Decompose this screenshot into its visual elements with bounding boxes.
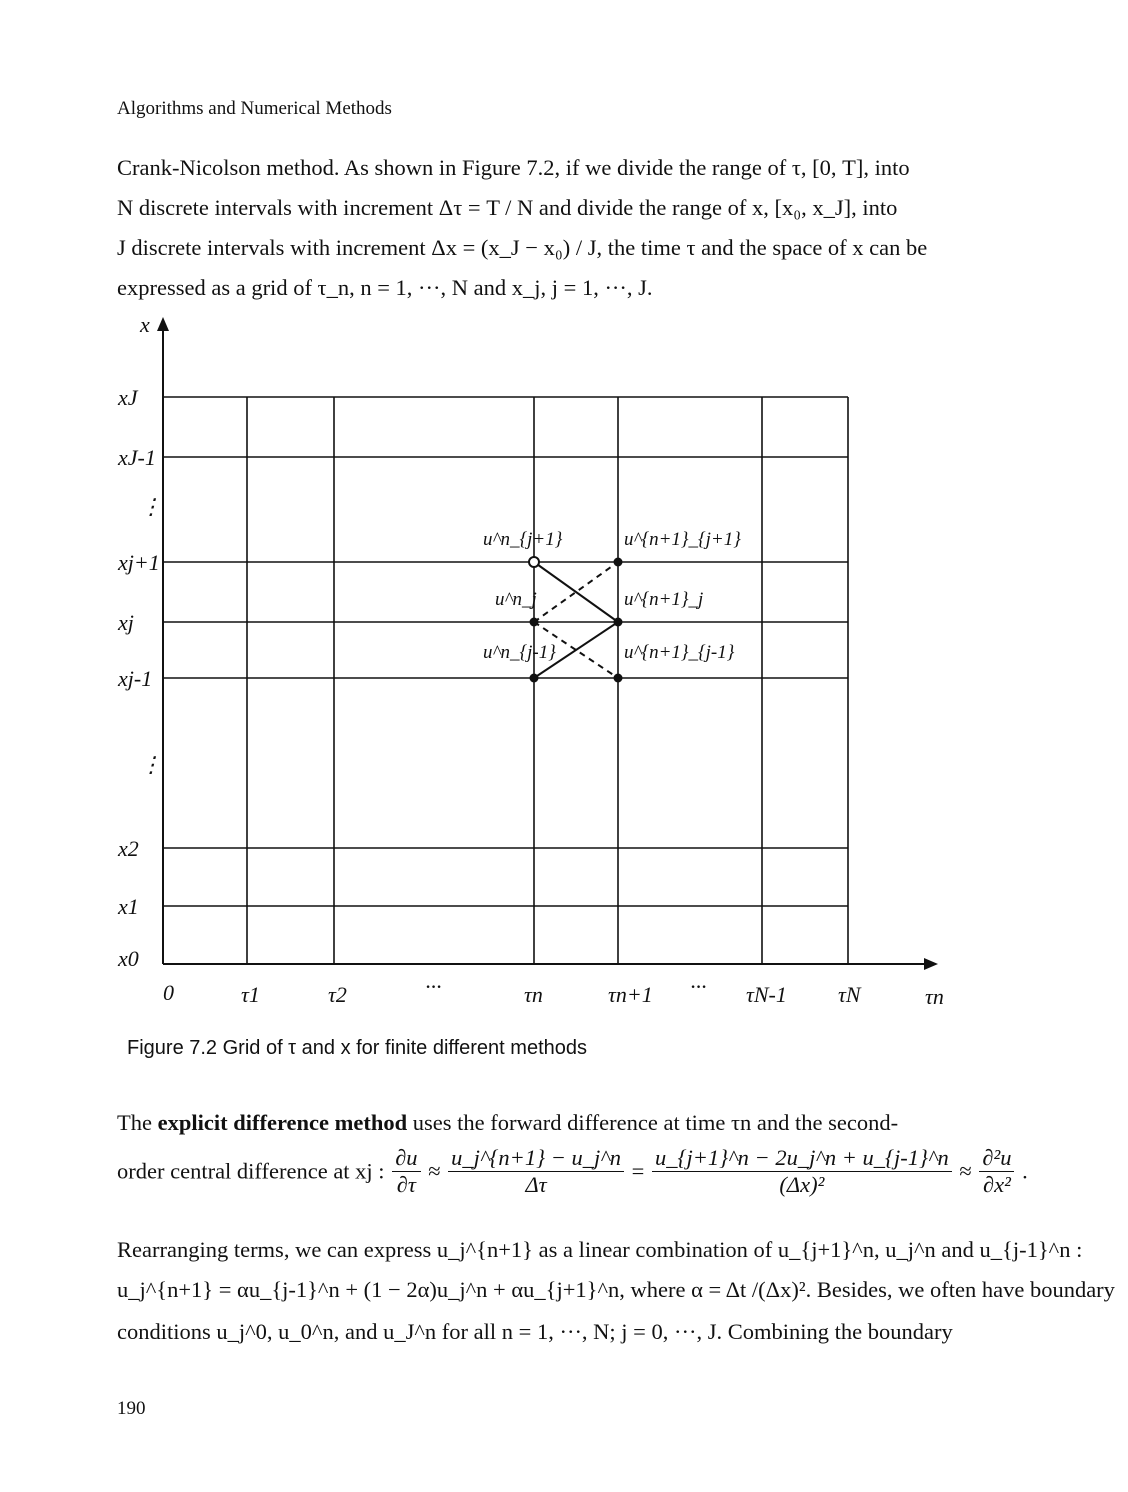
figure-caption: Figure 7.2 Grid of τ and x for finite different methods bbox=[127, 1037, 587, 1059]
col-label: ··· bbox=[690, 974, 707, 999]
rearrange-line-3: conditions u_j^0, u_0^n, and u_J^n for all n = 1, ···, N; j = 0, ···, J. Combining the boundary bbox=[117, 1319, 953, 1344]
intro-line-2: N discrete intervals with increment Δτ = T / N and divide the range of x, [x₀, x_J], into bbox=[117, 195, 898, 220]
column-labels bbox=[163, 974, 862, 1007]
intro-line-4: expressed as a grid of τ_n, n = 1, ···, N and x_j, j = 1, ···, J. bbox=[117, 275, 653, 300]
eq-lhs bbox=[392, 1145, 420, 1198]
row-label: ⋮ bbox=[140, 752, 162, 777]
stencil-nodes bbox=[529, 557, 623, 683]
node-label: u^{n+1}_{j+1} bbox=[624, 529, 741, 550]
intro-line-3: J discrete intervals with increment Δx = (x_J − x₀) / J, the time τ and the space of x can be bbox=[117, 235, 928, 260]
rearrange-line-1: Rearranging terms, we can express u_j^{n+1} as a linear combination of u_{j+1}^n, u_j^n and u_{j-1}^n : bbox=[117, 1237, 1083, 1262]
explicit-line-1 bbox=[117, 1103, 898, 1143]
explicit-line-1-post: uses the forward difference at time τn and the second- bbox=[407, 1110, 899, 1135]
explicit-method-term: explicit difference method bbox=[157, 1110, 408, 1135]
row-label: xJ bbox=[118, 385, 138, 410]
eq-rhs-den: (Δx)² bbox=[779, 1172, 825, 1197]
row-labels bbox=[117, 385, 162, 971]
eq-rhs bbox=[652, 1145, 952, 1198]
col-label: τ2 bbox=[328, 982, 347, 1007]
eq-mid bbox=[448, 1145, 624, 1198]
node-u-n-jp1 bbox=[529, 557, 539, 567]
row-label: xJ-1 bbox=[118, 445, 156, 470]
explicit-equation-line bbox=[117, 1145, 1028, 1198]
col-label: τN-1 bbox=[746, 982, 787, 1007]
node-label: u^{n+1}_{j-1} bbox=[624, 642, 735, 663]
node-u-np1-j bbox=[614, 618, 623, 627]
rearrange-line-2: u_j^{n+1} = αu_{j-1}^n + (1 − 2α)u_j^n + αu_{j+1}^n, where α = Δt /(Δx)². Besides, we often have boundary bbox=[117, 1277, 1115, 1302]
page-number: 190 bbox=[117, 1398, 146, 1419]
eq-mid-den: Δτ bbox=[525, 1172, 547, 1197]
row-label: x1 bbox=[118, 894, 139, 919]
node-label: u^n_j bbox=[495, 589, 537, 610]
eq-rhs-num: u_{j+1}^n − 2u_j^n + u_{j-1}^n bbox=[652, 1145, 952, 1172]
node-label: u^n_{j+1} bbox=[483, 529, 563, 550]
eq-end-num: ∂²u bbox=[979, 1145, 1014, 1172]
row-label: xj-1 bbox=[118, 666, 153, 691]
eq-end-den: ∂x² bbox=[982, 1172, 1011, 1197]
node-label: u^{n+1}_j bbox=[624, 589, 704, 610]
row-label: x2 bbox=[118, 836, 139, 861]
node-label: u^n_{j-1} bbox=[483, 642, 556, 663]
eq-end bbox=[979, 1145, 1014, 1198]
col-label: τn+1 bbox=[608, 982, 653, 1007]
node-u-n-j bbox=[530, 618, 539, 627]
eq-lhs-den: ∂τ bbox=[396, 1172, 416, 1197]
approx-sign: ≈ bbox=[428, 1158, 441, 1184]
node-u-np1-jm1 bbox=[614, 674, 623, 683]
node-u-np1-jp1 bbox=[614, 558, 623, 567]
y-axis-label: x bbox=[140, 312, 150, 337]
col-label: ··· bbox=[425, 974, 442, 999]
col-label: τN bbox=[838, 982, 861, 1007]
explicit-line-1-pre: The bbox=[117, 1110, 158, 1135]
col-label: 0 bbox=[163, 980, 174, 1005]
vertical-grid-lines bbox=[247, 397, 848, 964]
eq-mid-num: u_j^{n+1} − u_j^n bbox=[448, 1145, 624, 1172]
node-labels bbox=[483, 529, 741, 663]
period: . bbox=[1022, 1158, 1028, 1184]
explicit-line-2-pre: order central difference at xj : bbox=[117, 1158, 385, 1184]
x-axis-arrow-icon bbox=[924, 958, 938, 970]
row-label: xj+1 bbox=[118, 550, 160, 575]
eq-lhs-num: ∂u bbox=[392, 1145, 420, 1172]
node-u-n-jm1 bbox=[530, 674, 539, 683]
col-label: τ1 bbox=[241, 982, 260, 1007]
approx-sign: ≈ bbox=[959, 1158, 972, 1184]
running-header: Algorithms and Numerical Methods bbox=[117, 98, 392, 119]
intro-line-1: Crank-Nicolson method. As shown in Figure 7.2, if we divide the range of τ, [0, T], into bbox=[117, 155, 910, 180]
x-axis-label: τn bbox=[925, 984, 944, 1009]
row-label: x0 bbox=[118, 946, 139, 971]
col-label: τn bbox=[524, 982, 543, 1007]
row-label: xj bbox=[118, 610, 134, 635]
y-axis-arrow-icon bbox=[157, 317, 169, 331]
row-label: ⋮ bbox=[140, 494, 162, 519]
equals-sign: = bbox=[631, 1158, 645, 1184]
